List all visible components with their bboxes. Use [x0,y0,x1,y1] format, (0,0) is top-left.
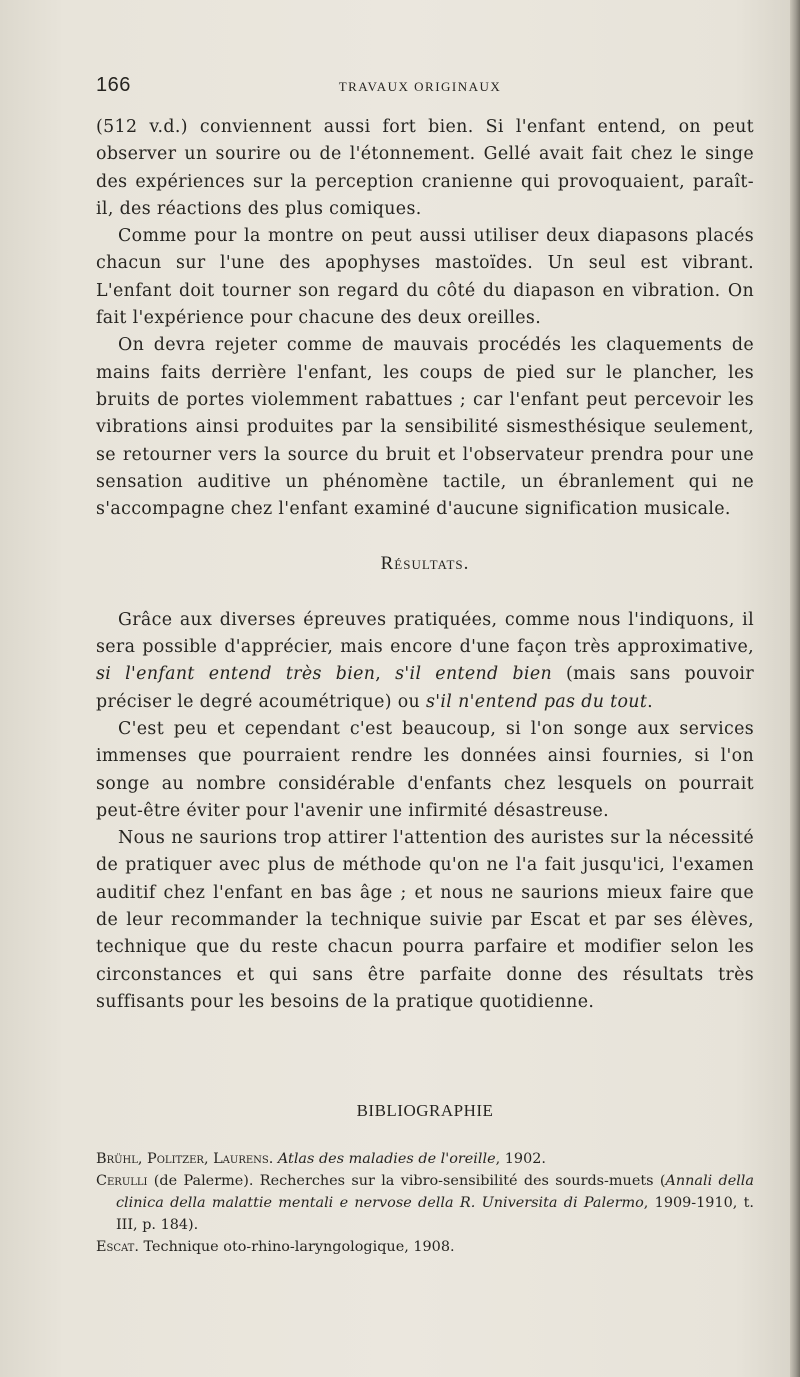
italic-text: s'il n'entend pas du tout [425,691,648,712]
bibliography-entry [96,1148,754,1170]
paragraph [96,607,754,716]
italic-text: Atlas des maladies de l'oreille [277,1151,496,1167]
text-run: (512 v.d.) conviennent aussi fort bien. Si l'enfant entend, on peut observer un sourire ou de l'étonnement. Gellé avait fait chez le singe des expériences sur la perception cranienne qui provoquaient, paraît-il, des réactions des plus comiques. [96,117,754,219]
bibliography-entry [96,1236,754,1258]
bibliography-title: BIBLIOGRAPHIE [356,1101,494,1120]
page-header [96,74,744,102]
text-run: . [647,691,654,712]
text-run: . Technique oto-rhino-laryngologique, 1908. [134,1239,455,1255]
text-run: On devra rejeter comme de mauvais procédés les claquements de mains faits derrière l'enfant, les coups de pied sur le plancher, les bruits de portes violemment rabattues ; car l'enfant peut percevoir les vibrations ainsi produites par la sensibilité sismesthésique seulement, se retourner vers la source du bruit et l'observateur prendra pour une sensation auditive un phénomène tactile, un ébranlement qui ne s'accompagne chez l'enfant examiné d'aucune signification musicale. [96,335,754,520]
text-run: , 1909-1910, t. III, p. 184). [116,1195,755,1233]
paragraph [96,716,754,825]
results-paragraphs [96,607,754,1016]
page-edge-shadow [790,0,800,1377]
paragraphs-before-results [96,114,754,523]
text-run: , 1902. [495,1151,546,1167]
body-text [96,114,754,1016]
text-run: (de Palerme). Recherches sur la vibro-sensibilité des sourds-muets ( [147,1173,666,1189]
author-name: Cerulli [96,1173,148,1189]
running-title: TRAVAUX ORIGINAUX [338,79,502,94]
text-run: Nous ne saurions trop attirer l'attention des auristes sur la nécessité de pratiquer avec plus de méthode qu'on ne l'a fait jusqu'ici, l'examen auditif chez l'enfant en bas âge ; et nous ne saurions mieux faire que de leur recommander la technique suivie par Escat et par ses élèves, technique que du reste chacun pourra parfaire et modifier selon les circonstances et qui sans être parfaite donne des résultats très suffisants pour les besoins de la pratique quotidienne. [96,828,754,1012]
text-run: (mais sans pouvoir préciser le degré acoumétrique) ou [96,664,754,712]
text-run: Grâce aux diverses épreuves pratiquées, comme nous l'indiquons, il sera possible d'apprécier, mais encore d'une façon très approximative, [96,609,754,658]
paragraph [96,114,754,223]
author-name: Escat [96,1239,135,1255]
text-run: C'est peu et cependant c'est beaucoup, si l'on songe aux services immenses que pourraient rendre les données ainsi fournies, si l'on songe au nombre considérable d'enfants chez lesquels on pourrait peut-être éviter pour l'avenir une infirmité désastreuse. [96,718,754,821]
bibliography-list [96,1148,754,1258]
author-name: Brühl, Politzer, Laurens [96,1151,269,1167]
paragraph [96,223,754,332]
italic-text: Annali della clinica della malattie mentali e nervose della R. Universita di Palermo [116,1173,754,1211]
text-run: Comme pour la montre on peut aussi utiliser deux diapasons placés chacun sur l'une des apophyses mastoïdes. Un seul est vibrant. L'enfant doit tourner son regard du côté du diapason en vibration. On fait l'expérience pour chacune des deux oreilles. [96,226,754,329]
italic-text: si l'enfant entend très bien [96,664,376,685]
bibliography-entry [96,1170,754,1236]
paragraph [96,332,754,523]
page-number: 166 [96,74,131,96]
paragraph [96,825,754,1016]
text-run: . [268,1151,278,1167]
text-run: , [375,664,396,685]
italic-text: s'il entend bien [395,664,553,685]
section-title-results: Résultats. [380,553,470,575]
